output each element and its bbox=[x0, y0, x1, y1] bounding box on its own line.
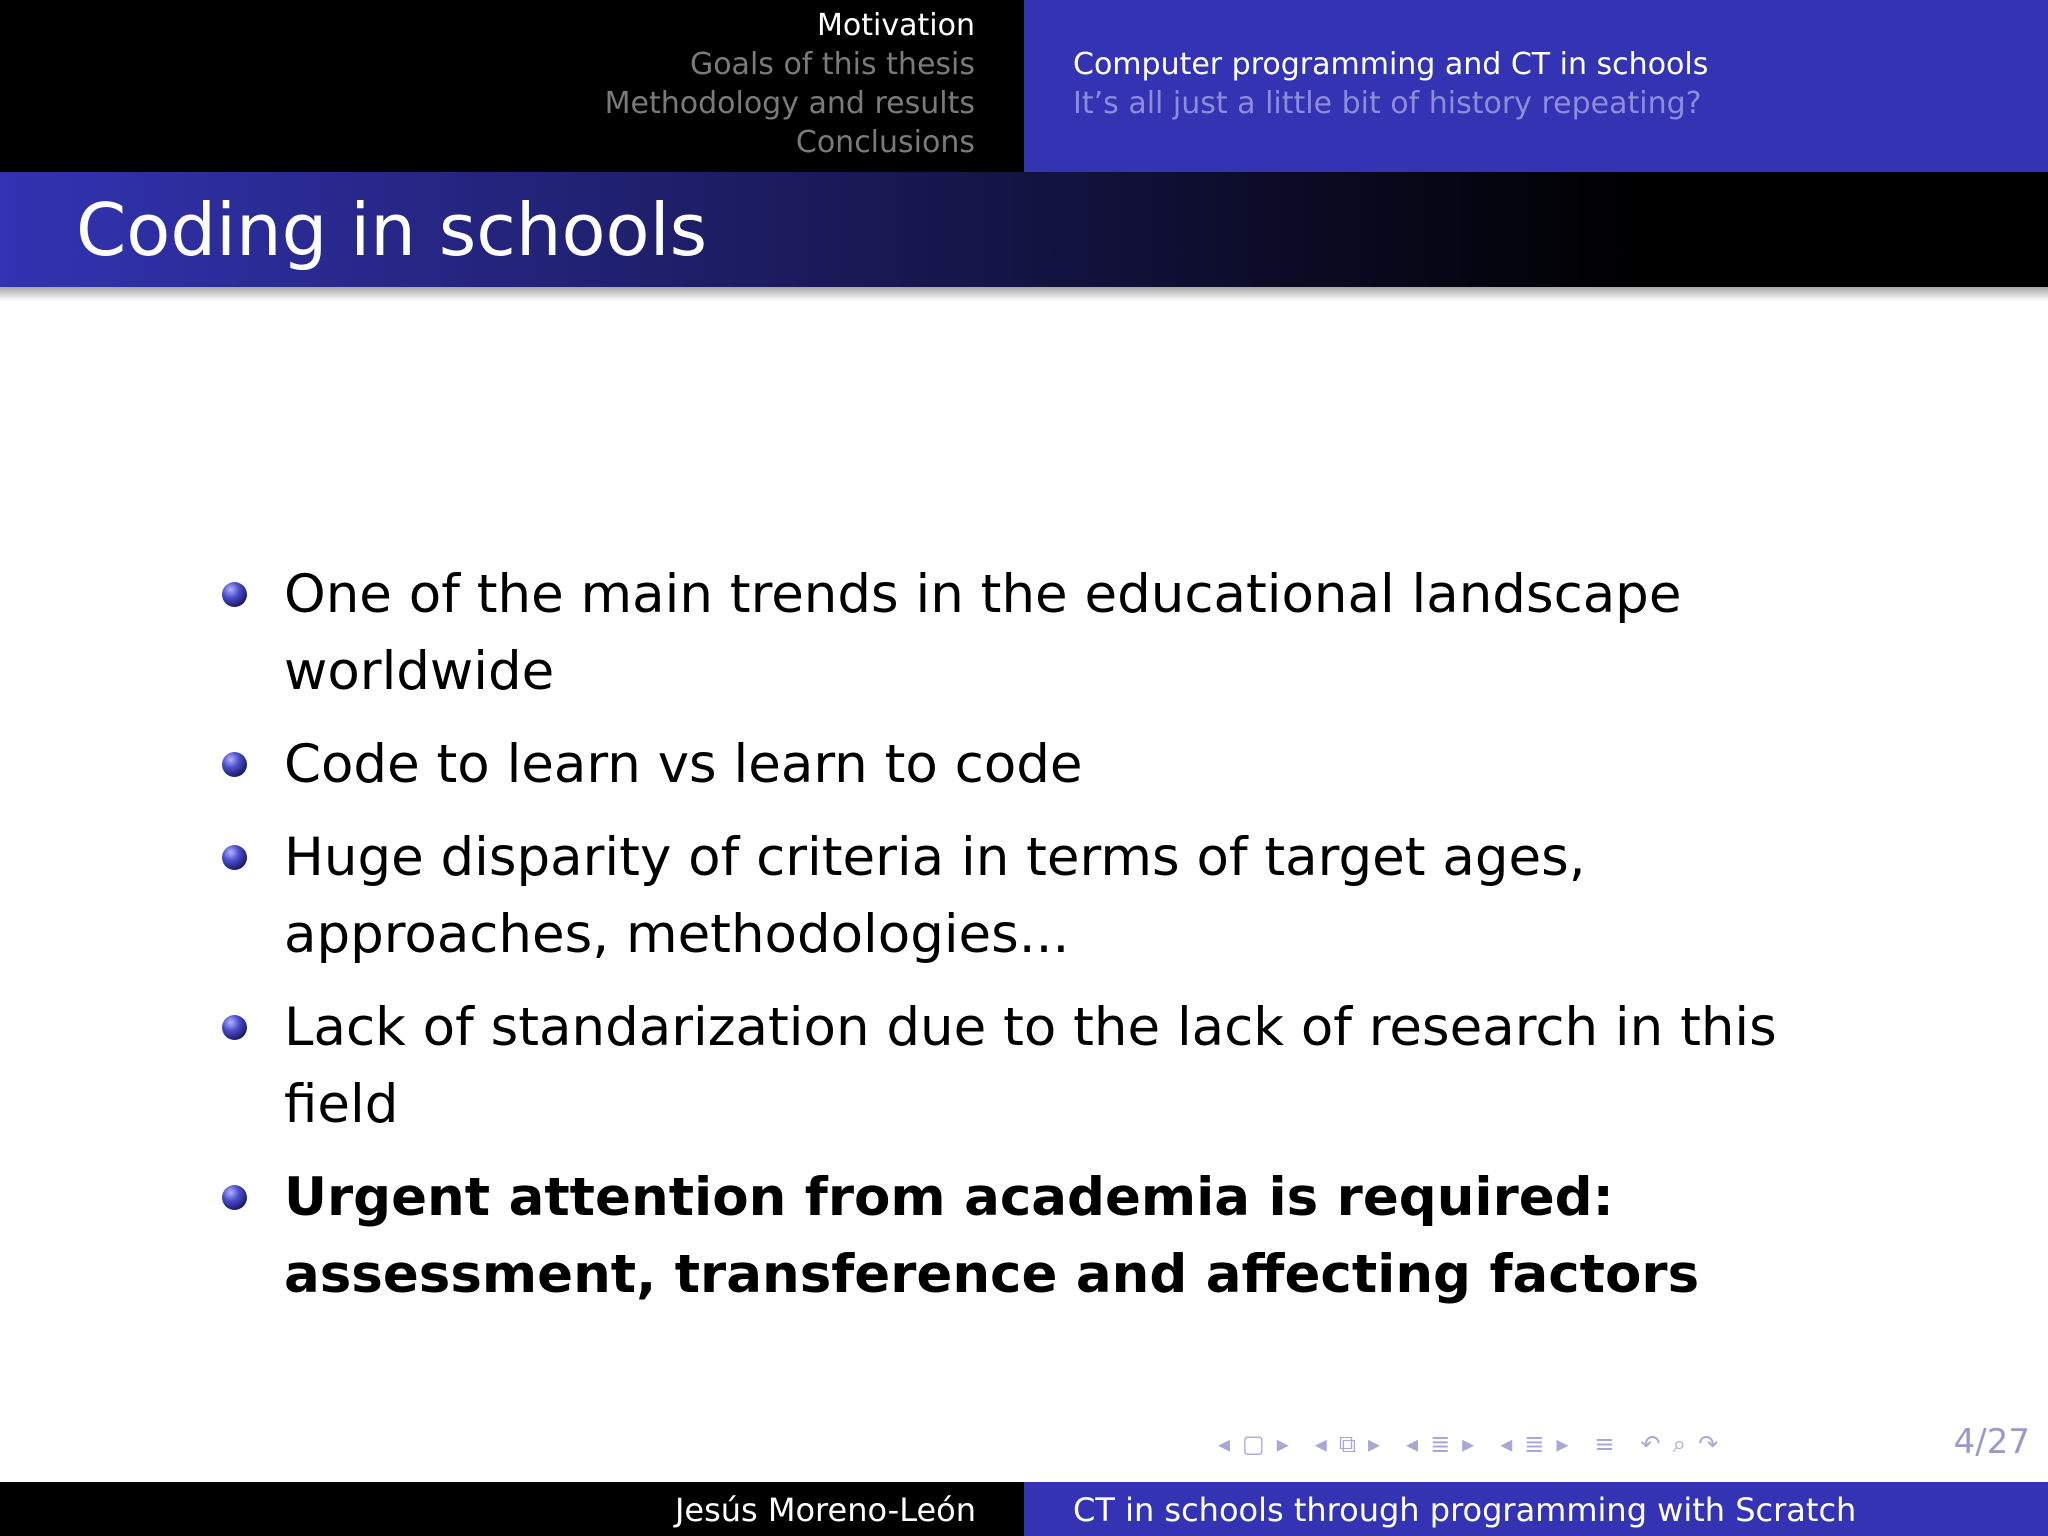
frame-title-bar bbox=[0, 172, 2048, 287]
redo-icon[interactable]: ↷ bbox=[1698, 1430, 1719, 1458]
bullet-ball-icon bbox=[222, 1185, 247, 1210]
bullet-item bbox=[222, 726, 1902, 803]
prev-arrow-icon[interactable]: ◂ bbox=[1500, 1430, 1513, 1458]
prev-arrow-icon[interactable]: ◂ bbox=[1406, 1430, 1419, 1458]
bullet-item bbox=[222, 819, 1902, 973]
navigation-symbols bbox=[1218, 1424, 1730, 1464]
bullet-list bbox=[222, 556, 1902, 1329]
subsection-nav-panel bbox=[1024, 0, 2048, 172]
bullet-ball-icon bbox=[222, 1015, 247, 1040]
undo-icon[interactable]: ↶ bbox=[1640, 1430, 1661, 1458]
subsection-icon[interactable]: ⧉ bbox=[1338, 1430, 1356, 1458]
footer-author: Jesús Moreno-León bbox=[674, 1491, 976, 1529]
footer-title: CT in schools through programming with Scratch bbox=[1073, 1491, 1857, 1529]
title-shadow bbox=[0, 287, 2048, 301]
next-arrow-icon[interactable]: ▸ bbox=[1462, 1430, 1475, 1458]
section-nav-panel bbox=[0, 0, 1024, 172]
slide-title: Coding in schools bbox=[76, 188, 708, 272]
bullet-item-emphasis bbox=[222, 1159, 1902, 1313]
bullet-text: One of the main trends in the educational landscape worldwide bbox=[284, 564, 1682, 702]
bullet-ball-icon bbox=[222, 752, 247, 777]
section-link-goals[interactable]: Goals of this thesis bbox=[689, 47, 975, 82]
bullet-text: Urgent attention from academia is required: assessment, transference and affecting factors bbox=[284, 1167, 1700, 1305]
next-arrow-icon[interactable]: ▸ bbox=[1556, 1430, 1569, 1458]
next-arrow-icon[interactable]: ▸ bbox=[1276, 1430, 1289, 1458]
toc-icon[interactable]: ≡ bbox=[1594, 1430, 1615, 1458]
bullet-ball-icon bbox=[222, 582, 247, 607]
section-link-motivation[interactable]: Motivation bbox=[817, 8, 975, 43]
prev-arrow-icon[interactable]: ◂ bbox=[1218, 1430, 1231, 1458]
footer-title-panel bbox=[1024, 1482, 2048, 1536]
subsection-link-ct-in-schools[interactable]: Computer programming and CT in schools bbox=[1073, 47, 1709, 82]
bullet-item bbox=[222, 989, 1902, 1143]
subsection-list bbox=[1073, 45, 1708, 123]
bullet-ball-icon bbox=[222, 845, 247, 870]
section-link-methodology[interactable]: Methodology and results bbox=[604, 86, 975, 121]
bullet-text: Huge disparity of criteria in terms of target ages, approaches, methodologies... bbox=[284, 827, 1586, 965]
section-link-conclusions[interactable]: Conclusions bbox=[795, 125, 975, 160]
frame-icon[interactable]: ▢ bbox=[1242, 1430, 1265, 1458]
subsection-link-history-repeating[interactable]: It’s all just a little bit of history repeating? bbox=[1073, 86, 1702, 121]
bullet-text: Lack of standarization due to the lack of research in this field bbox=[284, 997, 1777, 1135]
section-icon[interactable]: ≣ bbox=[1430, 1430, 1451, 1458]
footer-author-panel bbox=[0, 1482, 1024, 1536]
search-icon[interactable]: ⌕ bbox=[1672, 1430, 1687, 1458]
next-arrow-icon[interactable]: ▸ bbox=[1367, 1430, 1381, 1458]
bullet-text: Code to learn vs learn to code bbox=[284, 734, 1083, 795]
prev-arrow-icon[interactable]: ◂ bbox=[1314, 1430, 1327, 1458]
subsection-icon[interactable]: ≣ bbox=[1524, 1430, 1545, 1458]
section-list bbox=[605, 6, 975, 162]
bullet-item bbox=[222, 556, 1902, 710]
page-number: 4/27 bbox=[1953, 1422, 2030, 1462]
